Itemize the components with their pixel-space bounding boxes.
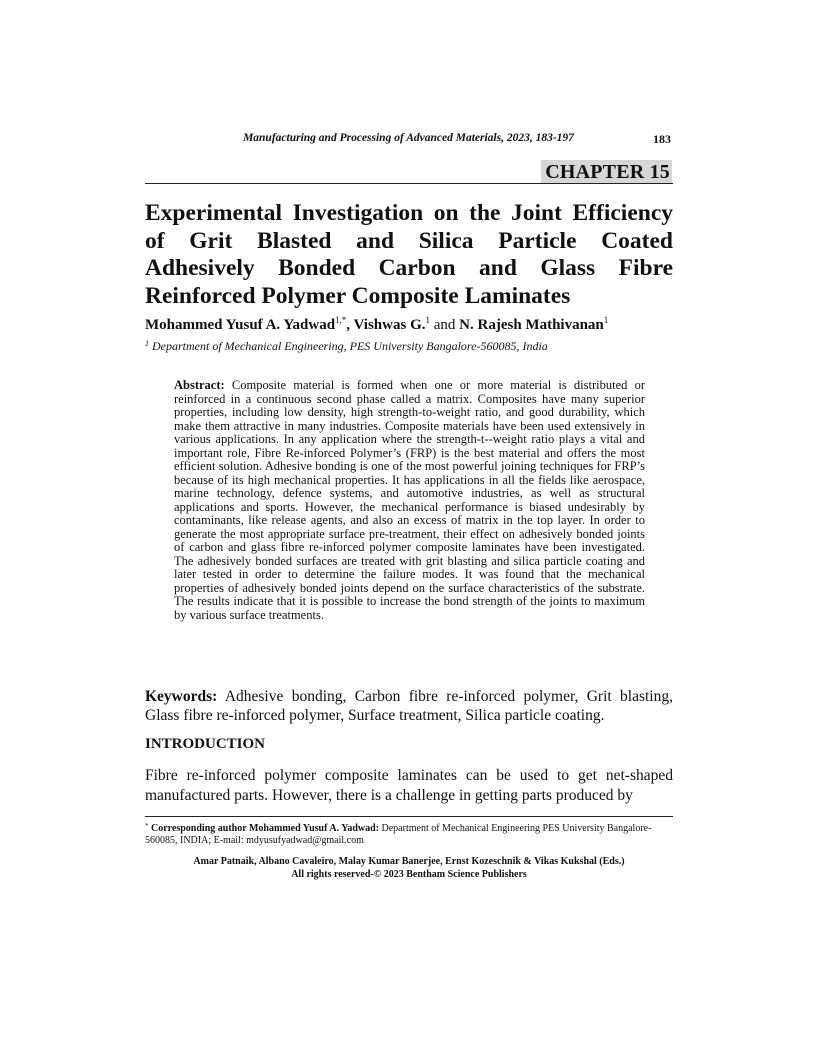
copyright-line: All rights reserved-© 2023 Bentham Science Publishers xyxy=(291,869,527,880)
affiliation-mark: 1 xyxy=(145,339,149,348)
author-affiliation-mark: 1 xyxy=(425,315,430,325)
journal-name: Manufacturing and Processing of Advanced Materials xyxy=(243,132,502,144)
author-affiliation-mark: 1,* xyxy=(335,315,347,325)
keywords xyxy=(145,687,673,725)
author-separator: and xyxy=(430,317,460,333)
section-heading-introduction: INTRODUCTION xyxy=(145,736,266,752)
abstract xyxy=(174,379,645,622)
author-name: Mohammed Yusuf A. Yadwad xyxy=(145,317,336,333)
keywords-label: Keywords: xyxy=(145,688,218,705)
keywords-text: Adhesive bonding, Carbon fibre re-inforced polymer, Grit blasting, Glass fibre re-inforced polymer, Surface treatment, Silica particle coating. xyxy=(145,688,673,724)
page-number: 183 xyxy=(653,132,671,146)
abstract-label: Abstract: xyxy=(174,378,225,392)
abstract-text: Composite material is formed when one or more material is distributed or reinforced in a continuous second phase called a matrix. Composites have many superior properties, including low density, high strength-to-weight ratio, and good durability, which make them attractive in many industries. Composite materials have been used extensively in various applications. In any application where the strength-t--weight ratio plays a vital and important role, Fibre Re-inforced Polymer’s (FRP) is the best material and offers the most efficient solution. Adhesive bonding is one of the most powerful joining techniques for FRP’s because of its high mechanical properties. It has applications in all the fields like aerospace, marine technology, defence systems, and automotive industries, as well as structural applications and sports. However, the mechanical performance is biased undesirably by contaminants, like release agents, and also an excess of matrix in the top layer. In order to generate the most appropriate surface pre-treatment, their effect on adhesively bonded joints of carbon and glass fibre re-inforced polymer composite laminates have been investigated. The adhesively bonded surfaces are treated with grit blasting and silica particle coating and later tested in order to determine the failure modes. It was found that the mechanical properties of adhesively bonded joints depend on the surface characteristics of the substrate. The results indicate that it is possible to increase the bond strength of the joints to maximum by various surface treatments. xyxy=(174,378,645,622)
title-line: Adhesively Bonded Carbon and Glass Fibre xyxy=(145,255,673,281)
chapter-divider xyxy=(145,183,673,184)
footnote xyxy=(145,820,673,847)
footnote-label: Corresponding author Mohammed Yusuf A. Yadwad: xyxy=(148,823,380,834)
author-name: N. Rajesh Mathivanan xyxy=(459,317,604,333)
title-line: of Grit Blasted and Silica Particle Coated xyxy=(145,227,673,254)
author-affiliation-mark: 1 xyxy=(603,315,609,325)
footnote-text: Department of Mechanical Engineering PES University Bangalore-560085, INDIA; E-mail: mdyusufyadwad@gmail.com xyxy=(145,823,652,846)
footnote-divider xyxy=(145,816,673,817)
editors-line: Amar Patnaik, Albano Cavaleiro, Malay Kumar Banerjee, Ernst Kozeschnik & Vikas Kukshal (Eds.) xyxy=(193,856,625,867)
author-separator: , xyxy=(346,317,354,333)
title-line: Reinforced Polymer Composite Laminates xyxy=(145,282,571,309)
footnote-mark: * xyxy=(145,822,149,830)
paper-title xyxy=(145,200,673,310)
author-name: Vishwas G. xyxy=(353,317,426,333)
author-list xyxy=(145,315,608,334)
journal-details: , 2023, 183-197 xyxy=(501,132,574,144)
title-line: Experimental Investigation on the Joint Efficiency xyxy=(145,200,673,226)
affiliation xyxy=(145,339,548,354)
editors-credit xyxy=(145,855,673,881)
introduction-paragraph: Fibre re-inforced polymer composite laminates can be used to get net-shaped manufactured parts. However, there is a challenge in getting parts produced by xyxy=(145,767,673,804)
running-head xyxy=(145,132,672,144)
affiliation-text: Department of Mechanical Engineering, PES University Bangalore-560085, India xyxy=(149,339,548,353)
chapter-label: CHAPTER 15 xyxy=(541,160,672,184)
